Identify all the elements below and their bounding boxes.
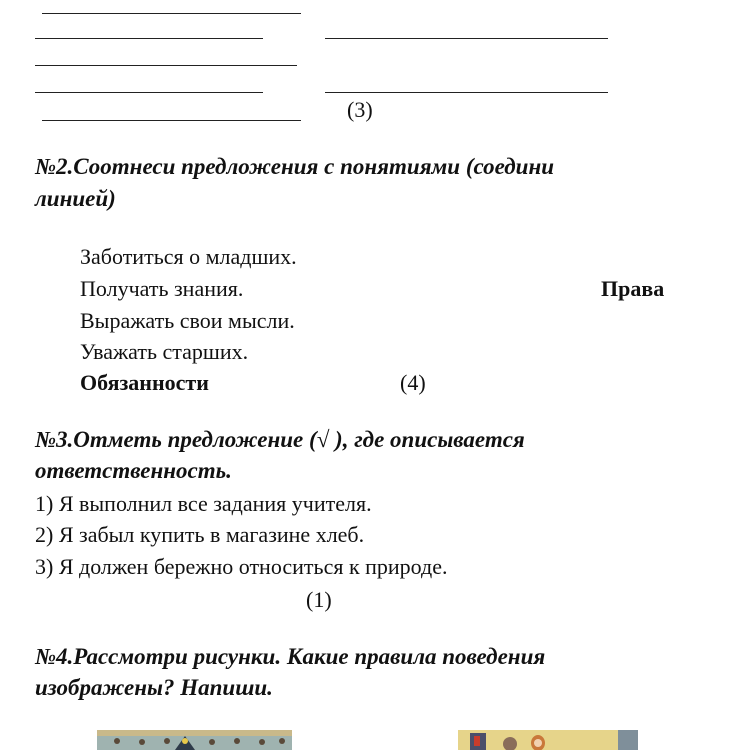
task2-title-line1: №2.Соотнеси предложения с понятиями (соедини [35,154,555,179]
task3-option: 3) Я должен бережно относиться к природе. [35,554,448,579]
task4-title-line2: изображены? Напиши. [35,675,273,700]
answer-line [35,65,297,66]
task2-item: Уважать старших. [80,339,249,364]
task4-picture-right [458,730,638,750]
answer-line [35,38,263,39]
task3-score: (1) [306,587,332,612]
concept-rights: Права [601,276,665,301]
task1-score: (3) [347,97,373,122]
answer-line [325,92,608,93]
task2-item: Получать знания. [80,276,244,301]
task2-item: Выражать свои мысли. [80,308,295,333]
answer-line [42,13,301,14]
answer-line [42,120,301,121]
task2-item: Заботиться о младших. [80,244,297,269]
task3-title-line2: ответственность. [35,458,232,483]
task3-option: 2) Я забыл купить в магазине хлеб. [35,522,365,547]
task3-title-line1: №3.Отметь предложение (√ ), где описывается [35,427,525,452]
answer-line [35,92,263,93]
task2-score: (4) [400,370,426,395]
answer-line [325,38,608,39]
task2-title-line2: линией) [35,186,116,211]
task4-picture-left [97,730,292,750]
task3-option: 1) Я выполнил все задания учителя. [35,491,372,516]
task4-title-line1: №4.Рассмотри рисунки. Какие правила поведения [35,644,546,669]
concept-duties: Обязанности [80,370,209,395]
